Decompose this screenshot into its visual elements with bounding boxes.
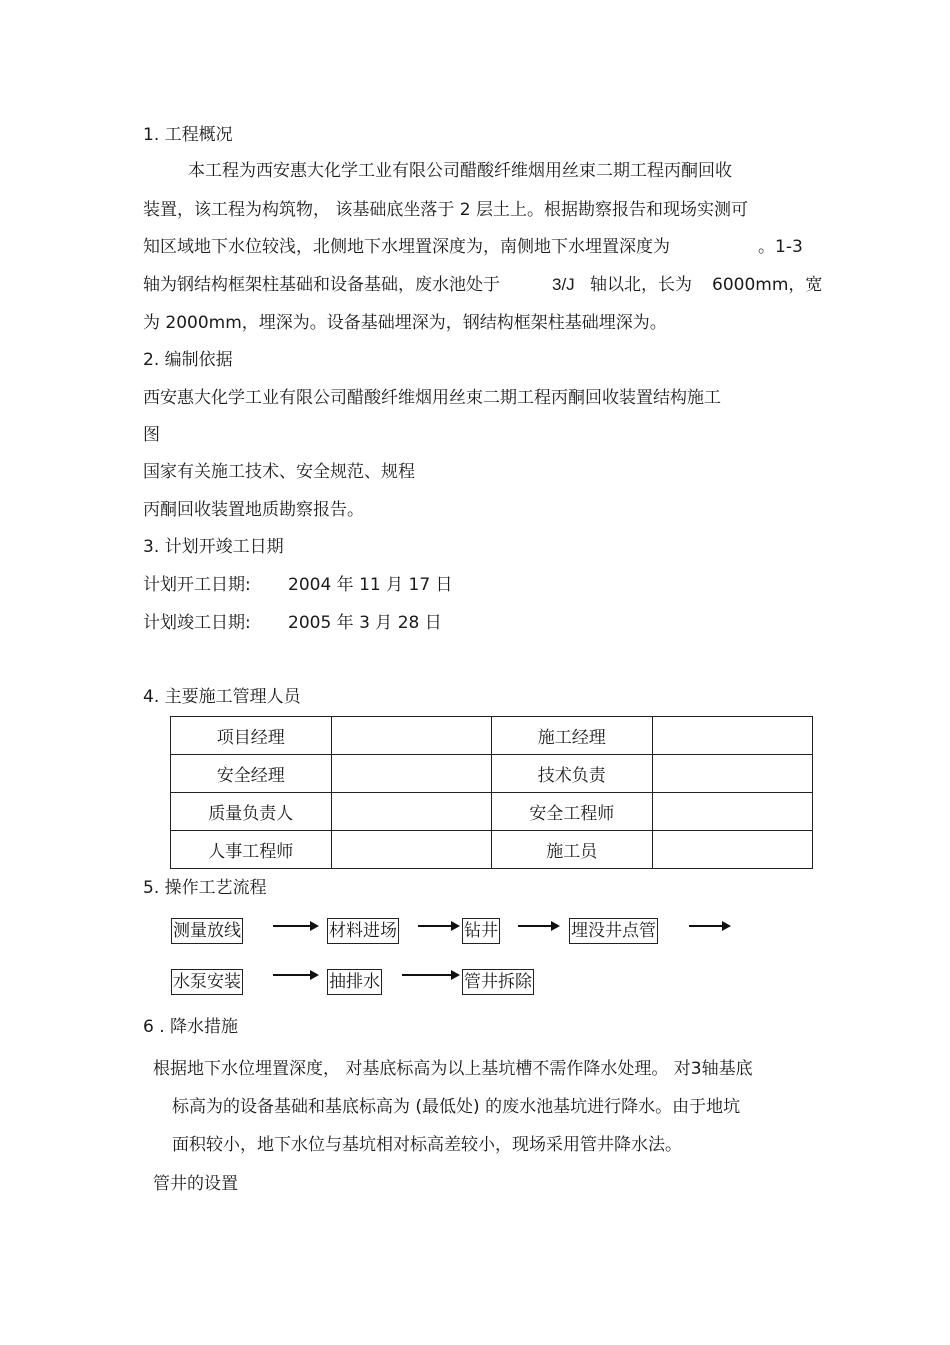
start-date-value: 2004 年 11 月 17 日 <box>288 575 453 595</box>
flow-arrow-icon <box>689 925 723 927</box>
table-cell: 施工员 <box>492 831 653 869</box>
paragraph-line: 标高为的设备基础和基底标高为 (最低处) 的废水池基坑进行降水。由于地坑 <box>172 1097 741 1117</box>
flow-step-box: 测量放线 <box>171 918 243 944</box>
table-cell: 安全工程师 <box>492 793 653 831</box>
paragraph-line: 国家有关施工技术、安全规范、规程 <box>143 462 415 482</box>
table-cell: 施工经理 <box>492 717 653 755</box>
subheading: 管井的设置 <box>153 1174 238 1194</box>
paragraph-line: 轴为钢结构框架柱基础和设备基础，废水池处于 <box>143 275 500 295</box>
end-date-value: 2005 年 3 月 28 日 <box>288 613 442 633</box>
flow-arrow-icon <box>402 974 452 976</box>
table-cell: 安全经理 <box>171 755 332 793</box>
paragraph-line: 知区域地下水位较浅，北侧地下水埋置深度为，南侧地下水埋置深度为 <box>143 237 670 257</box>
table-row <box>171 793 813 831</box>
end-date-label: 计划竣工日期: <box>143 613 251 633</box>
length-value: 6000mm，宽 <box>712 275 823 295</box>
section-4-heading: 4. 主要施工管理人员 <box>143 687 301 707</box>
flow-step-box: 管井拆除 <box>462 969 534 995</box>
paragraph-line: 面积较小，地下水位与基坑相对标高差较小，现场采用管井降水法。 <box>172 1135 682 1155</box>
flow-step-box: 水泵安装 <box>171 969 243 995</box>
paragraph-line-end: 。1-3 <box>758 237 803 257</box>
paragraph-line: 图 <box>143 425 160 445</box>
flow-arrow-icon <box>273 925 311 927</box>
table-cell: 技术负责 <box>492 755 653 793</box>
paragraph-line: 丙酮回收装置地质勘察报告。 <box>143 500 364 520</box>
section-6-heading: 6 . 降水措施 <box>143 1017 239 1037</box>
section-3-heading: 3. 计划开竣工日期 <box>143 537 284 557</box>
flow-step-box: 抽排水 <box>327 969 382 995</box>
table-row <box>171 717 813 755</box>
paragraph-line: 西安惠大化学工业有限公司醋酸纤维烟用丝束二期工程丙酮回收装置结构施工 <box>143 388 721 408</box>
table-row <box>171 831 813 869</box>
table-cell: 人事工程师 <box>171 831 332 869</box>
paragraph-line: 为 2000mm，埋深为。设备基础埋深为，钢结构框架柱基础埋深为。 <box>143 313 667 333</box>
table-cell <box>652 755 813 793</box>
flow-step-box: 材料进场 <box>327 918 399 944</box>
paragraph-line: 装置，该工程为构筑物， 该基础底坐落于 2 层土上。根据勘察报告和现场实测可 <box>143 200 749 220</box>
section-5-heading: 5. 操作工艺流程 <box>143 878 267 898</box>
table-cell: 质量负责人 <box>171 793 332 831</box>
staff-table <box>170 716 813 869</box>
paragraph-line: 根据地下水位埋置深度， 对基底标高为以上基坑槽不需作降水处理。 对3轴基底 <box>153 1059 753 1079</box>
start-date-label: 计划开工日期: <box>143 575 251 595</box>
section-1-heading: 1. 工程概况 <box>143 125 233 145</box>
section-2-heading: 2. 编制依据 <box>143 350 233 370</box>
axis-label: 3/J <box>552 275 575 294</box>
table-cell <box>652 793 813 831</box>
paragraph-line: 本工程为西安惠大化学工业有限公司醋酸纤维烟用丝束二期工程丙酮回收 <box>188 161 732 181</box>
table-row <box>171 755 813 793</box>
table-cell <box>652 831 813 869</box>
table-cell <box>331 717 492 755</box>
table-cell <box>331 793 492 831</box>
flow-step-box: 埋没井点管 <box>569 918 658 944</box>
table-cell <box>331 755 492 793</box>
flow-arrow-icon <box>418 925 452 927</box>
flow-arrow-icon <box>273 974 311 976</box>
table-cell: 项目经理 <box>171 717 332 755</box>
table-cell <box>331 831 492 869</box>
flow-arrow-icon <box>518 925 552 927</box>
flow-step-box: 钻井 <box>462 918 500 944</box>
table-cell <box>652 717 813 755</box>
paragraph-line: 轴以北，长为 <box>590 275 692 295</box>
